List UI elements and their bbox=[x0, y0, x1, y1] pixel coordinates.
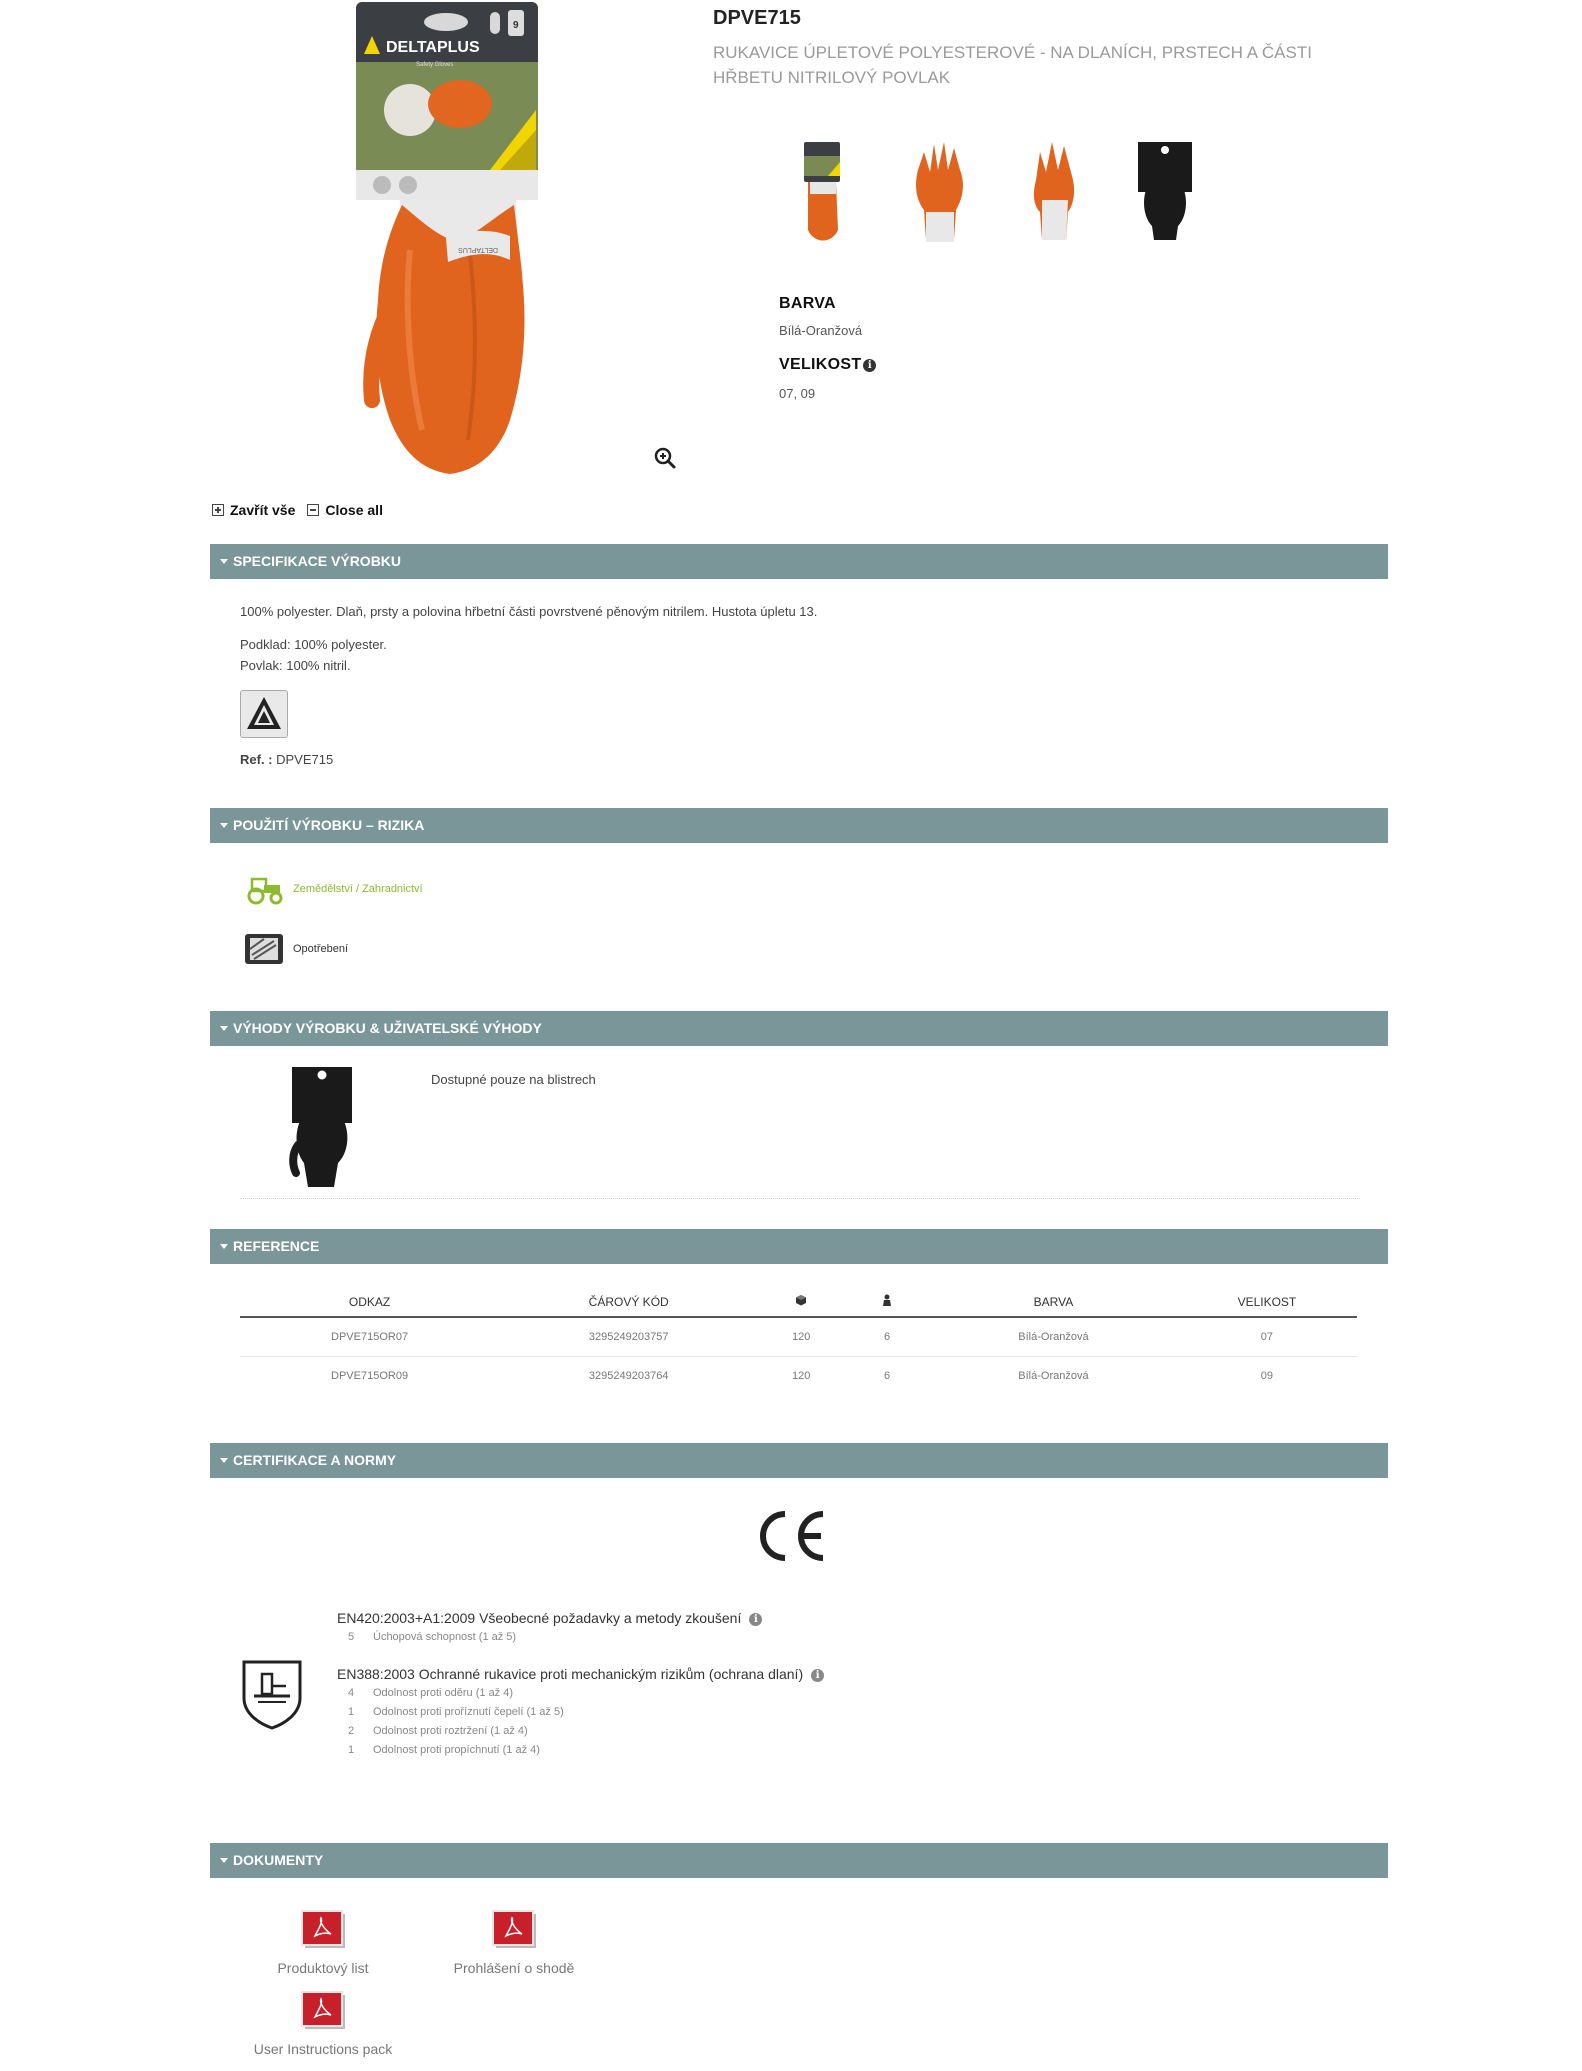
size-label: VELIKOST bbox=[779, 356, 862, 373]
norm-level: 1 bbox=[347, 1706, 355, 1718]
norm-row bbox=[337, 1725, 1237, 1737]
section-title: DOKUMENTY bbox=[233, 1852, 324, 1868]
product-main-image[interactable] bbox=[350, 0, 540, 480]
section-header-benefits[interactable] bbox=[210, 1011, 1388, 1046]
caret-down-icon bbox=[220, 559, 228, 564]
document-declaration[interactable] bbox=[434, 1910, 594, 1976]
norm-row bbox=[337, 1706, 1237, 1718]
ref-value: DPVE715 bbox=[276, 752, 334, 767]
norm-level: 1 bbox=[347, 1744, 355, 1756]
ce-mark-icon bbox=[753, 1508, 827, 1564]
section-header-spec[interactable] bbox=[210, 544, 1388, 579]
cell-barcode: 3295249203764 bbox=[588, 1370, 669, 1382]
person-icon bbox=[882, 1294, 892, 1306]
cell-size: 09 bbox=[1260, 1370, 1274, 1382]
cell-pack-qty: 6 bbox=[844, 1317, 930, 1357]
expand-all-link[interactable]: Zavřít vše bbox=[230, 502, 296, 518]
size-label-row bbox=[779, 356, 876, 374]
close-all-link[interactable]: Close all bbox=[325, 502, 383, 518]
ref-label: Ref. : bbox=[240, 752, 273, 767]
section-header-certification[interactable] bbox=[210, 1443, 1388, 1478]
col-header-ref: ODKAZ bbox=[240, 1287, 499, 1317]
risk-label-agriculture: Zemědělství / Zahradnictví bbox=[293, 883, 423, 895]
section-title: VÝHODY VÝROBKU & UŽIVATELSKÉ VÝHODY bbox=[233, 1020, 542, 1036]
section-title: SPECIFIKACE VÝROBKU bbox=[233, 553, 402, 569]
cell-color: Bílá-Oranžová bbox=[1018, 1370, 1089, 1382]
pdf-icon bbox=[301, 1991, 345, 2031]
document-label: Produktový list bbox=[277, 1960, 369, 1976]
spec-coating: Povlak: 100% nitril. bbox=[240, 658, 351, 673]
norm-en388 bbox=[337, 1666, 1237, 1756]
cell-size: 07 bbox=[1177, 1317, 1357, 1357]
caret-down-icon bbox=[220, 1026, 228, 1031]
cell-color: Bílá-Oranžová bbox=[930, 1317, 1177, 1357]
brand-badge bbox=[240, 690, 288, 738]
caret-down-icon bbox=[220, 1458, 228, 1463]
norm-row bbox=[337, 1744, 1237, 1756]
zoom-in-icon[interactable] bbox=[653, 446, 677, 470]
col-header-person bbox=[844, 1287, 930, 1317]
risk-item-agriculture bbox=[244, 873, 423, 905]
product-description: RUKAVICE ÚPLETOVÉ POLYESTEROVÉ - NA DLANÍCH, PRSTECH A ČÁSTI HŘBETU NITRILOVÝ POVLAK bbox=[713, 43, 1312, 87]
cell-pack-qty: 6 bbox=[884, 1370, 891, 1382]
product-title: DPVE715 bbox=[713, 7, 801, 29]
norm-info-icon[interactable]: i bbox=[749, 1613, 762, 1626]
document-label: Prohlášení o shodě bbox=[453, 1960, 575, 1976]
norm-level: 4 bbox=[347, 1687, 355, 1699]
norm-title-en388 bbox=[337, 1666, 1237, 1682]
spec-paragraph: 100% polyester. Dlaň, prsty a polovina hřbetní části povrstvené pěnovým nitrilem. Hustota úpletu 13. bbox=[240, 604, 818, 619]
section-header-usage[interactable] bbox=[210, 808, 1388, 843]
size-info-icon[interactable]: i bbox=[863, 359, 876, 372]
section-header-reference[interactable] bbox=[210, 1229, 1388, 1264]
abrasion-icon bbox=[244, 933, 284, 965]
norm-title-text: EN388:2003 Ochranné rukavice proti mechanickým rizikům (ochrana dlaní) bbox=[337, 1666, 804, 1682]
tractor-icon bbox=[244, 873, 284, 905]
norm-level: 2 bbox=[347, 1725, 355, 1737]
deltaplus-logo-icon bbox=[241, 691, 287, 737]
caret-down-icon bbox=[220, 823, 228, 828]
attributes-panel bbox=[779, 295, 876, 401]
norm-row bbox=[337, 1687, 1237, 1699]
spec-base-material: Podklad: 100% polyester. bbox=[240, 637, 387, 652]
col-header-box bbox=[758, 1287, 844, 1317]
norm-desc: Úchopová schopnost (1 až 5) bbox=[373, 1631, 517, 1643]
norm-title-text: EN420:2003+A1:2009 Všeobecné požadavky a metody zkoušení bbox=[337, 1610, 742, 1626]
section-title: POUŽITÍ VÝROBKU – RIZIKA bbox=[233, 817, 425, 833]
expand-all-icon[interactable] bbox=[212, 504, 224, 516]
norm-info-icon[interactable]: i bbox=[811, 1669, 824, 1682]
thumbnail-glove-front[interactable] bbox=[904, 140, 970, 245]
en388-shield-icon bbox=[240, 1658, 304, 1730]
document-label: User Instructions pack bbox=[253, 2041, 393, 2057]
thumbnail-gallery bbox=[790, 140, 1210, 245]
norm-desc: Odolnost proti roztržení (1 až 4) bbox=[373, 1725, 528, 1737]
pdf-icon bbox=[301, 1910, 345, 1950]
section-header-documents[interactable] bbox=[210, 1843, 1388, 1878]
blister-tag-text: Safety Gloves bbox=[416, 62, 454, 68]
norm-level: 5 bbox=[347, 1631, 355, 1643]
color-value: Bílá-Oranžová bbox=[779, 323, 863, 338]
cell-box-qty: 120 bbox=[792, 1370, 811, 1382]
reference-table bbox=[240, 1287, 1357, 1395]
table-row bbox=[240, 1317, 1357, 1357]
cell-box-qty: 120 bbox=[758, 1317, 844, 1357]
size-value: 07, 09 bbox=[779, 386, 816, 401]
norm-row bbox=[337, 1631, 1237, 1643]
section-divider bbox=[240, 1198, 1360, 1199]
thumbnail-blister-pack[interactable] bbox=[790, 140, 856, 245]
thumbnail-glove-back[interactable] bbox=[1018, 140, 1084, 245]
norm-title-en420 bbox=[337, 1610, 1237, 1626]
section-title: REFERENCE bbox=[233, 1238, 320, 1254]
cell-ref: DPVE715OR07 bbox=[240, 1317, 499, 1357]
section-title: CERTIFIKACE A NORMY bbox=[233, 1452, 397, 1468]
color-label: BARVA bbox=[779, 295, 836, 312]
risk-item-abrasion bbox=[244, 933, 348, 965]
table-row bbox=[240, 1357, 1357, 1396]
blister-only-icon bbox=[288, 1065, 356, 1189]
box-icon bbox=[795, 1294, 807, 1306]
cuff-print-text: DELTAPLUS bbox=[458, 246, 498, 253]
col-header-barcode: ČÁROVÝ KÓD bbox=[499, 1287, 758, 1317]
collapse-all-icon[interactable] bbox=[307, 504, 319, 516]
thumbnail-blister-black[interactable] bbox=[1132, 140, 1198, 245]
norm-desc: Odolnost proti propíchnutí (1 až 4) bbox=[373, 1744, 540, 1756]
caret-down-icon bbox=[220, 1244, 228, 1249]
pdf-icon bbox=[492, 1910, 536, 1950]
cell-barcode: 3295249203757 bbox=[499, 1317, 758, 1357]
size-badge: 9 bbox=[513, 20, 519, 31]
risk-label-abrasion: Opotřebení bbox=[293, 943, 349, 955]
norm-en420 bbox=[337, 1610, 1237, 1643]
document-product-sheet[interactable] bbox=[243, 1910, 403, 1976]
norm-desc: Odolnost proti proříznutí čepelí (1 až 5) bbox=[373, 1706, 564, 1718]
col-header-color: BARVA bbox=[930, 1287, 1177, 1317]
accordion-toggle-row bbox=[212, 502, 383, 518]
spec-ref-row bbox=[240, 752, 333, 767]
col-header-size: VELIKOST bbox=[1177, 1287, 1357, 1317]
document-user-instructions[interactable] bbox=[243, 1991, 403, 2057]
brand-logo-text: DELTAPLUS bbox=[386, 39, 480, 56]
cell-ref: DPVE715OR09 bbox=[331, 1370, 409, 1382]
norm-desc: Odolnost proti oděru (1 až 4) bbox=[373, 1687, 514, 1699]
table-header-row bbox=[240, 1287, 1357, 1317]
benefit-text: Dostupné pouze na blistrech bbox=[431, 1072, 596, 1087]
caret-down-icon bbox=[220, 1858, 228, 1863]
